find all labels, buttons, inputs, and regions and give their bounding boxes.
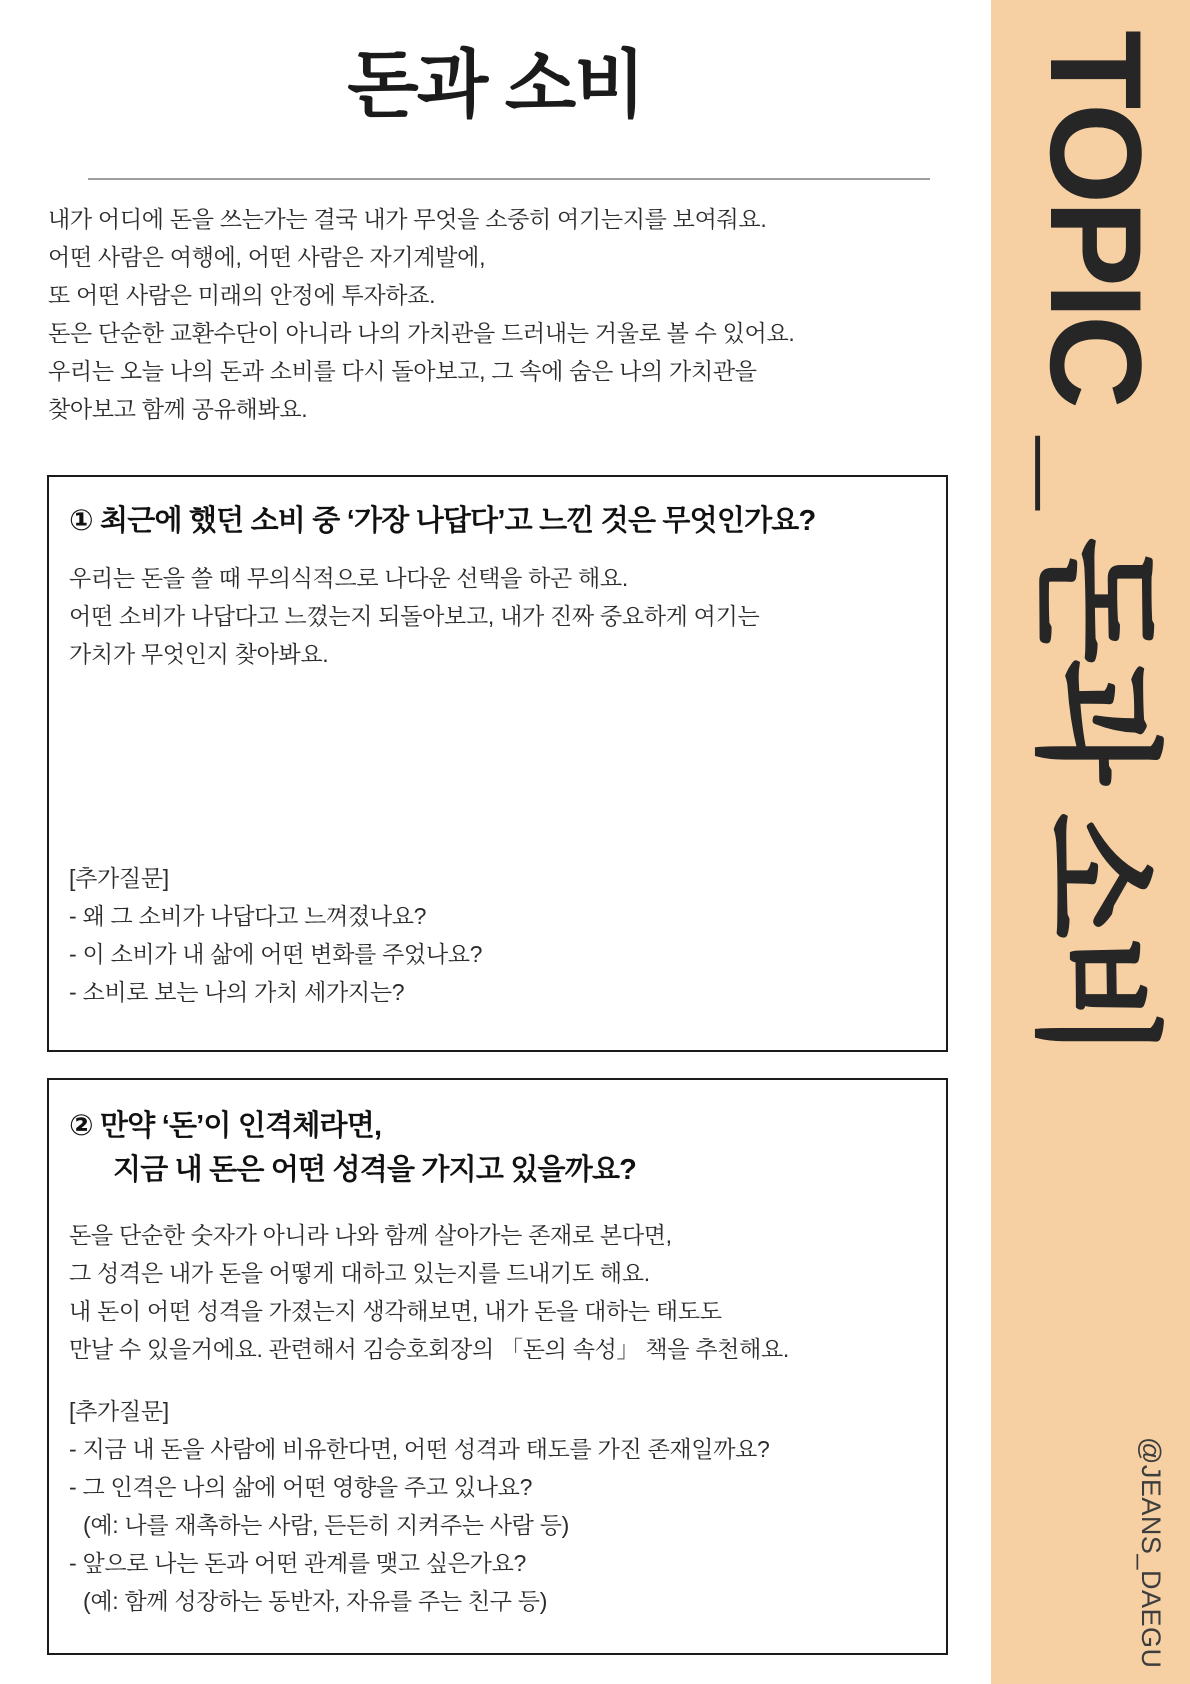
followup-item: - 이 소비가 내 삶에 어떤 변화를 주었나요? xyxy=(69,941,483,967)
intro-line: 찾아보고 함께 공유해봐요. xyxy=(48,396,308,422)
description-line: 내 돈이 어떤 성격을 가졌는지 생각해보면, 내가 돈을 대하는 태도도 xyxy=(69,1298,722,1324)
intro-line: 돈은 단순한 교환수단이 아니라 나의 가치관을 드러내는 거울로 볼 수 있어요. xyxy=(48,320,795,346)
instagram-handle: @JEANS_DAEGU xyxy=(1136,1437,1166,1669)
title-divider xyxy=(88,178,930,180)
heading-line: ② 만약 ‘돈’이 인격체라면, xyxy=(69,1110,382,1142)
heading-line: 지금 내 돈은 어떤 성격을 가지고 있을까요? xyxy=(113,1154,637,1186)
question-box-1 xyxy=(47,475,948,1052)
intro-line: 우리는 오늘 나의 돈과 소비를 다시 돌아보고, 그 속에 숨은 나의 가치관을 xyxy=(48,358,757,384)
page-title: 돈과 소비 xyxy=(347,43,644,126)
intro-line: 또 어떤 사람은 미래의 안정에 투자하죠. xyxy=(48,282,436,308)
followup-label: [추가질문] xyxy=(69,865,169,891)
question-1-followups xyxy=(69,859,926,1011)
followup-example: (예: 나를 재촉하는 사람, 든든히 지켜주는 사람 등) xyxy=(83,1512,569,1538)
question-2-followups xyxy=(69,1392,926,1620)
description-line: 가치가 무엇인지 찾아봐요. xyxy=(69,641,329,667)
followup-item: - 소비로 보는 나의 가치 세가지는? xyxy=(69,979,405,1005)
description-line: 우리는 돈을 쓸 때 무의식적으로 나다운 선택을 하곤 해요. xyxy=(69,565,628,591)
description-line: 돈을 단순한 숫자가 아니라 나와 함께 살아가는 존재로 본다면, xyxy=(69,1222,672,1248)
question-2-heading xyxy=(69,1104,926,1192)
answer-space xyxy=(69,673,926,859)
question-2-description xyxy=(69,1216,926,1368)
description-line: 만날 수 있을거에요. 관련해서 김승호회장의 「돈의 속성」 책을 추천해요. xyxy=(69,1336,790,1362)
sidebar-topic-label: TOPIC _ 돈과 소비 xyxy=(1023,30,1169,1056)
followup-example: (예: 함께 성장하는 동반자, 자유를 주는 친구 등) xyxy=(83,1588,548,1614)
description-line: 어떤 소비가 나답다고 느꼈는지 되돌아보고, 내가 진짜 중요하게 여기는 xyxy=(69,603,760,629)
intro-paragraph xyxy=(48,200,948,428)
followup-item: - 지금 내 돈을 사람에 비유한다면, 어떤 성격과 태도를 가진 존재일까요? xyxy=(69,1436,770,1462)
question-1-heading: ① 최근에 했던 소비 중 ‘가장 나답다’고 느낀 것은 무엇인가요? xyxy=(69,505,816,537)
followup-item: - 왜 그 소비가 나답다고 느껴졌나요? xyxy=(69,903,427,929)
intro-line: 내가 어디에 돈을 쓰는가는 결국 내가 무엇을 소중히 여기는지를 보여줘요. xyxy=(48,206,767,232)
intro-line: 어떤 사람은 여행에, 어떤 사람은 자기계발에, xyxy=(48,244,486,270)
followup-item: - 앞으로 나는 돈과 어떤 관계를 맺고 싶은가요? xyxy=(69,1550,527,1576)
description-line: 그 성격은 내가 돈을 어떻게 대하고 있는지를 드내기도 해요. xyxy=(69,1260,650,1286)
question-box-2 xyxy=(47,1078,948,1655)
followup-item: - 그 인격은 나의 삶에 어떤 영향을 주고 있나요? xyxy=(69,1474,533,1500)
question-1-description xyxy=(69,559,926,673)
followup-label: [추가질문] xyxy=(69,1398,169,1424)
